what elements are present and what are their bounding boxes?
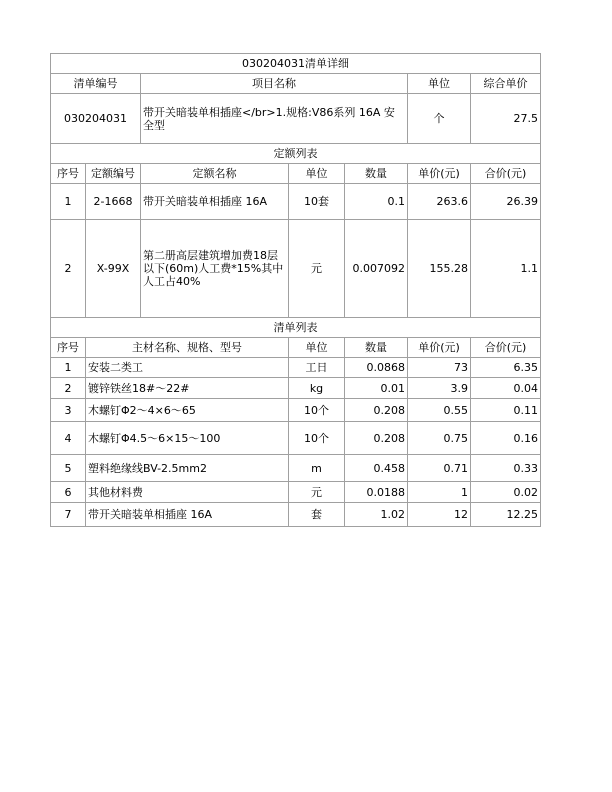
item-code-header: 清单编号 [51, 74, 141, 94]
material-qty: 0.208 [345, 399, 408, 422]
materials-header-price: 单价(元) [408, 338, 471, 358]
material-row [51, 399, 541, 422]
quota-header-unit: 单位 [289, 164, 345, 184]
quota-header-qty: 数量 [345, 164, 408, 184]
materials-header-no: 序号 [51, 338, 86, 358]
material-name: 塑料绝缘线BV-2.5mm2 [86, 455, 289, 482]
materials-header-unit: 单位 [289, 338, 345, 358]
material-no: 3 [51, 399, 86, 422]
item-unit-header: 单位 [408, 74, 471, 94]
material-qty: 1.02 [345, 503, 408, 527]
page-title: 030204031清单详细 [51, 54, 541, 74]
quota-price: 263.6 [408, 184, 471, 220]
material-price: 1 [408, 482, 471, 503]
material-qty: 0.0868 [345, 358, 408, 378]
material-total: 0.33 [471, 455, 541, 482]
material-name: 其他材料费 [86, 482, 289, 503]
material-no: 1 [51, 358, 86, 378]
quota-no: 1 [51, 184, 86, 220]
material-unit: kg [289, 378, 345, 399]
item-row [51, 94, 541, 144]
item-name: 带开关暗装单相插座</br>1.规格:V86系列 16A 安全型 [141, 94, 408, 144]
material-no: 4 [51, 422, 86, 455]
quota-total: 26.39 [471, 184, 541, 220]
quota-qty: 0.1 [345, 184, 408, 220]
material-name: 木螺钉Φ2～4×6～65 [86, 399, 289, 422]
quota-no: 2 [51, 220, 86, 318]
quota-header-code: 定额编号 [86, 164, 141, 184]
material-qty: 0.208 [345, 422, 408, 455]
material-price: 0.75 [408, 422, 471, 455]
materials-header-total: 合价(元) [471, 338, 541, 358]
quota-qty: 0.007092 [345, 220, 408, 318]
material-price: 0.55 [408, 399, 471, 422]
materials-header-qty: 数量 [345, 338, 408, 358]
material-price: 12 [408, 503, 471, 527]
material-unit: 元 [289, 482, 345, 503]
quota-unit: 元 [289, 220, 345, 318]
quota-header-total: 合价(元) [471, 164, 541, 184]
material-qty: 0.01 [345, 378, 408, 399]
materials-header-row [51, 338, 541, 358]
bill-detail-table [50, 53, 541, 527]
material-no: 5 [51, 455, 86, 482]
material-qty: 0.0188 [345, 482, 408, 503]
material-total: 0.16 [471, 422, 541, 455]
title-row [51, 54, 541, 74]
material-no: 7 [51, 503, 86, 527]
quota-row [51, 184, 541, 220]
quota-header-price: 单价(元) [408, 164, 471, 184]
quota-section-title: 定额列表 [51, 144, 541, 164]
material-total: 0.11 [471, 399, 541, 422]
material-total: 0.02 [471, 482, 541, 503]
material-unit: m [289, 455, 345, 482]
material-name: 木螺钉Φ4.5～6×15～100 [86, 422, 289, 455]
material-total: 12.25 [471, 503, 541, 527]
item-price: 27.5 [471, 94, 541, 144]
item-name-header: 项目名称 [141, 74, 408, 94]
material-row [51, 358, 541, 378]
quota-unit: 10套 [289, 184, 345, 220]
quota-header-no: 序号 [51, 164, 86, 184]
material-no: 2 [51, 378, 86, 399]
material-row [51, 482, 541, 503]
material-unit: 工日 [289, 358, 345, 378]
quota-code: 2-1668 [86, 184, 141, 220]
quota-code: X-99X [86, 220, 141, 318]
material-price: 3.9 [408, 378, 471, 399]
material-name: 带开关暗装单相插座 16A [86, 503, 289, 527]
material-row [51, 422, 541, 455]
material-name: 镀锌铁丝18#～22# [86, 378, 289, 399]
quota-section-row [51, 144, 541, 164]
materials-section-title: 清单列表 [51, 318, 541, 338]
material-total: 0.04 [471, 378, 541, 399]
quota-name: 第二册高层建筑增加费18层以下(60m)人工费*15%其中人工占40% [141, 220, 289, 318]
material-row [51, 503, 541, 527]
quota-total: 1.1 [471, 220, 541, 318]
material-unit: 套 [289, 503, 345, 527]
quota-name: 带开关暗装单相插座 16A [141, 184, 289, 220]
material-unit: 10个 [289, 422, 345, 455]
material-price: 0.71 [408, 455, 471, 482]
material-total: 6.35 [471, 358, 541, 378]
quota-header-name: 定额名称 [141, 164, 289, 184]
material-no: 6 [51, 482, 86, 503]
material-name: 安装二类工 [86, 358, 289, 378]
material-row [51, 378, 541, 399]
quota-row [51, 220, 541, 318]
quota-price: 155.28 [408, 220, 471, 318]
item-price-header: 综合单价 [471, 74, 541, 94]
materials-header-name: 主材名称、规格、型号 [86, 338, 289, 358]
material-price: 73 [408, 358, 471, 378]
material-unit: 10个 [289, 399, 345, 422]
item-unit: 个 [408, 94, 471, 144]
item-header-row [51, 74, 541, 94]
item-code: 030204031 [51, 94, 141, 144]
material-row [51, 455, 541, 482]
material-qty: 0.458 [345, 455, 408, 482]
materials-section-row [51, 318, 541, 338]
quota-header-row [51, 164, 541, 184]
